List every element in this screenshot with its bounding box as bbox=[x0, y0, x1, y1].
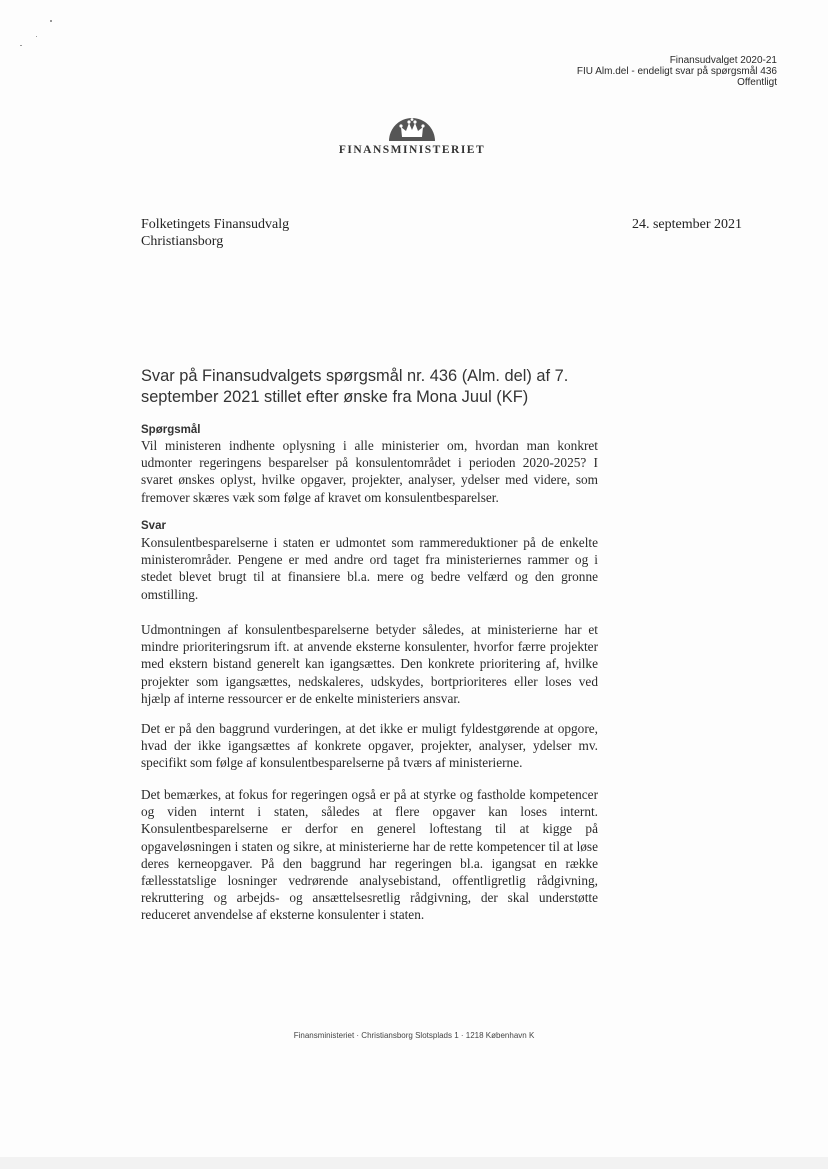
answer-paragraph-4: Det bemærkes, at fokus for regeringen også er på at styrke og fastholde kompetencer og viden internt i staten, således at flere opgaver kan loses internt. Konsulentbesparelserne er derfor en generel loftestang til at kigge på opgaveløsningen i staten og sikre, at ministerierne har de rette kompetencer til at løse deres kerneopgaver. På den baggrund har regeringen bl.a. igangsat en række fællesstatslige losninger vedrørende analysebistand, offentligretlig rådgivning, rekruttering og arbejds- og ansættelsesretlig rådgivning, der skal understøtte reduceret anvendelse af eksterne konsulenter i staten. bbox=[141, 787, 598, 923]
stamp-line-status: Offentligt bbox=[737, 77, 777, 88]
answer-paragraph bbox=[141, 621, 598, 707]
letter-date: 24. september 2021 bbox=[631, 217, 742, 232]
ministry-logo bbox=[327, 112, 497, 156]
answer-paragraph bbox=[141, 786, 598, 924]
scan-speck bbox=[36, 36, 37, 37]
question-text: Vil ministeren indhente oplysning i alle ministerier om, hvordan man konkret udmonter regeringens besparelser på konsulentområdet i perioden 2020-2025? I svaret ønskes oplyst, hvilke opgaver, projekter, analyser, ydelser med videre, som fremover skæres væk som følge af kravet om konsulentbesparelser. bbox=[141, 438, 598, 505]
ministry-name: FINANSMINISTERIET bbox=[338, 144, 486, 156]
scan-speck bbox=[50, 20, 52, 22]
stamp-line-committee: Finansudvalget 2020-21 bbox=[669, 55, 777, 66]
recipient-line-1: Folketingets Finansudvalg bbox=[141, 217, 290, 232]
page-footer: Finansministeriet · Christiansborg Slotsplads 1 · 1218 København K bbox=[293, 1031, 535, 1040]
parliament-stamp bbox=[577, 55, 777, 88]
scan-speck bbox=[20, 45, 22, 46]
stamp-line-reference: FIU Alm.del - endeligt svar på spørgsmål 436 bbox=[576, 66, 777, 77]
answer-paragraph bbox=[141, 534, 598, 603]
document-title: Svar på Finansudvalgets spørgsmål nr. 436 (Alm. del) af 7. september 2021 stillet efter ønske fra Mona Juul (KF) bbox=[141, 367, 569, 406]
recipient-line-2: Christiansborg bbox=[141, 234, 224, 249]
recipient-address bbox=[141, 216, 289, 250]
answer-paragraph bbox=[141, 720, 598, 772]
crown-emblem-icon bbox=[387, 112, 437, 142]
answer-paragraph-3: Det er på den baggrund vurderingen, at det ikke er muligt fyldestgørende at opgore, hvad der ikke igangsættes af konkrete opgaver, projekter, analyser, ydelser mv. specifikt som følge af konsulentbesparelserne på tværs af ministerierne. bbox=[141, 721, 598, 771]
answer-paragraph-1: Konsulentbesparelserne i staten er udmontet som rammereduktioner på de enkelte ministerområder. Pengene er med andre ord taget fra ministeriernes rammer og i stedet blevet brugt til at finansiere bl.a. mere og bedre velfærd og den gronne omstilling. bbox=[141, 535, 598, 602]
scan-edge bbox=[0, 1157, 828, 1169]
answer-paragraph-2: Udmontningen af konsulentbesparelserne betyder således, at ministerierne har et mindre prioriteringsrum ift. at anvende eksterne konsulenter, hvorfor færre projekter med ekstern bistand generelt kan igangsættes. Den konkrete prioritering af, hvilke projekter som igangsættes, nedskaleres, udskydes, bortprioriteres eller loses ved hjælp af interne ressourcer er de enkelte ministeriers ansvar. bbox=[141, 622, 598, 706]
answer-heading: Svar bbox=[141, 520, 166, 532]
question-heading: Spørgsmål bbox=[141, 424, 201, 436]
